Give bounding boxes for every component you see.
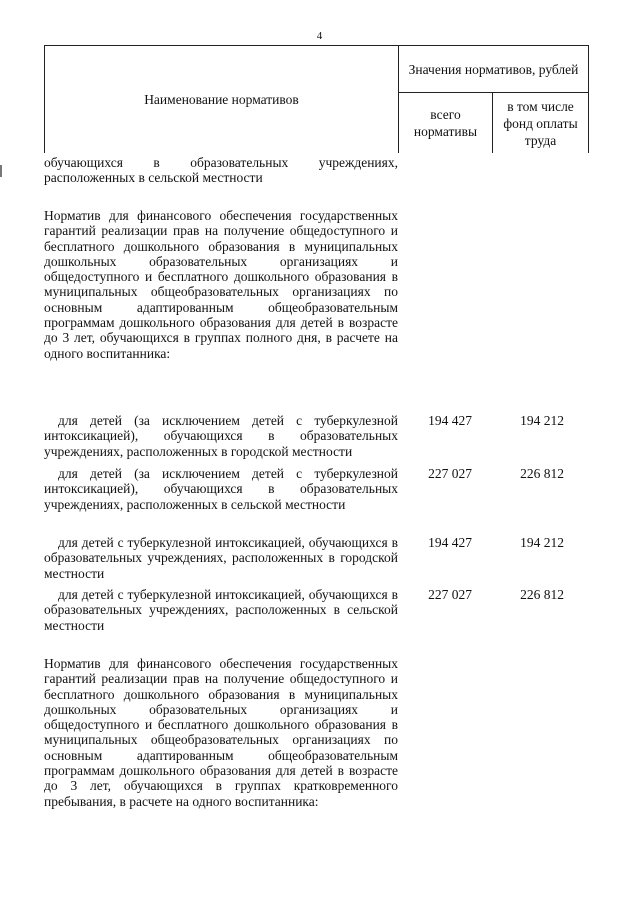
- table-row-text: для детей (за исключением детей с туберкулезной интоксикацией), обучающихся в образовательных учреждениях, расположенных в городской местности: [44, 413, 398, 459]
- table-row-total: 194 427: [428, 413, 472, 428]
- header-name-column: Наименование нормативов: [144, 92, 299, 107]
- table-row-text: Норматив для финансового обеспечения государственных гарантий реализации прав на получение общедоступного и бесплатного дошкольного образования в муниципальных дошкольных образовательных организациях и общедоступного и бесплатного дошкольного образования в муниципальных общеобразовательных организациях по основным адаптированным общеобразовательным программам дошкольного образования для детей в возрасте до 3 лет, обучающихся в группах кратковременного пребывания, в расчете на одного воспитанника:: [44, 656, 398, 809]
- table-header: [44, 45, 589, 153]
- table-row-text: обучающихся в образовательных учреждениях, расположенных в сельской местности: [44, 155, 398, 186]
- table-row-wage: 226 812: [520, 466, 564, 481]
- table-row-total: 194 427: [428, 535, 472, 550]
- table-row-text: Норматив для финансового обеспечения государственных гарантий реализации прав на получение общедоступного и бесплатного дошкольного образования в муниципальных дошкольных образовательных организациях и общедоступного и бесплатного дошкольного образования в муниципальных общеобразовательных организациях по основным адаптированным общеобразовательным программам дошкольного образования для детей в возрасте до 3 лет, обучающихся в группах полного дня, в расчете на одного воспитанника:: [44, 208, 398, 361]
- table-row-wage: 226 812: [520, 587, 564, 602]
- table-row-wage: 194 212: [520, 535, 564, 550]
- table-row-wage: 194 212: [520, 413, 564, 428]
- table-row-text: для детей с туберкулезной интоксикацией, обучающихся в образовательных учреждениях, расположенных в городской местности: [44, 535, 398, 581]
- table-row-total: 227 027: [428, 466, 472, 481]
- table-row-total: 227 027: [428, 587, 472, 602]
- table-row-text: для детей (за исключением детей с туберкулезной интоксикацией), обучающихся в образовательных учреждениях, расположенных в сельской местности: [44, 466, 398, 512]
- header-total-column: всего нормативы: [413, 107, 478, 139]
- table-row-text: для детей с туберкулезной интоксикацией, обучающихся в образовательных учреждениях, расположенных в сельской местности: [44, 587, 398, 633]
- header-wage-fund-column: в том числе фонд оплаты труда: [503, 98, 578, 148]
- header-values-group: Значения нормативов, рублей: [408, 61, 579, 77]
- page-edge-mark: [0, 165, 2, 177]
- page-number: 4: [316, 30, 323, 42]
